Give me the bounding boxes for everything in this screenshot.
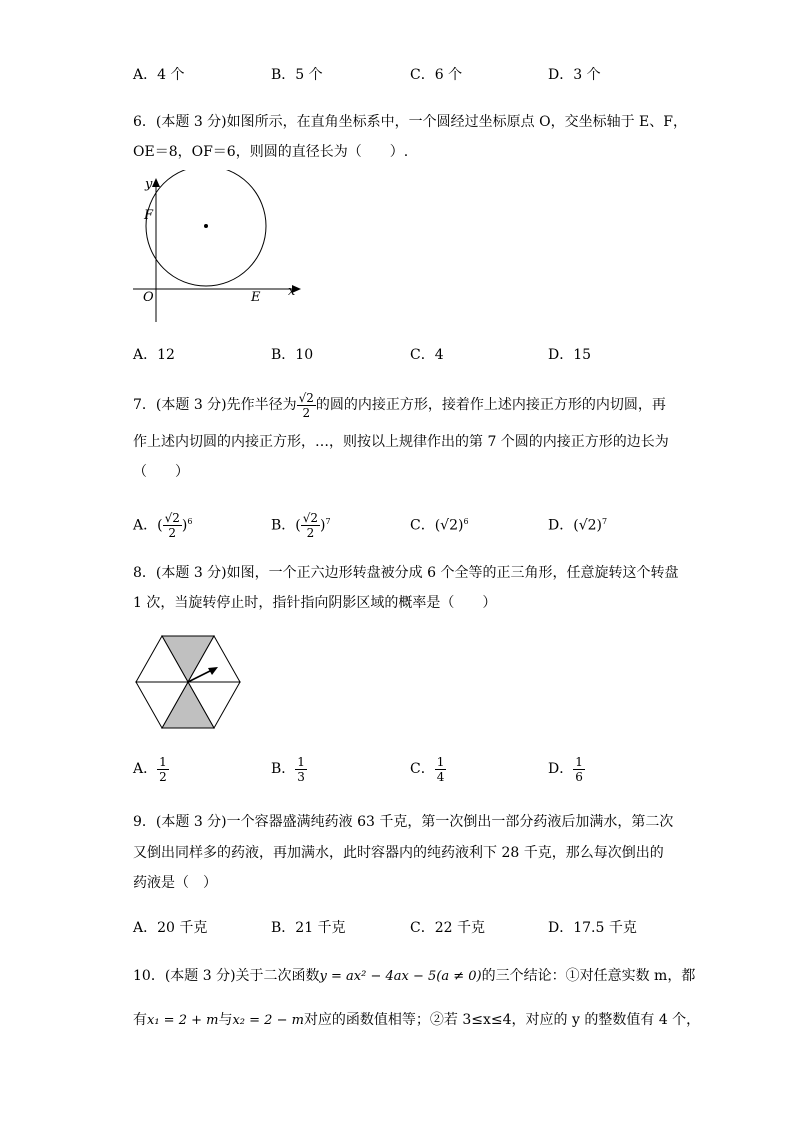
q7-text-line2: 作上述内切圆的内接正方形，…，则按以上规律作出的第 7 个圆的内接正方形的边长为 — [133, 434, 669, 450]
q10-line1-suffix: 的三个结论：①对任意实数 m，都 — [481, 968, 696, 984]
q6-circle-figure — [125, 170, 310, 330]
q10-formula: y = ax² − 4ax − 5(a ≠ 0) — [319, 969, 482, 984]
q8-option-c-num: 1 — [436, 754, 445, 769]
q10-text-line1 — [133, 966, 695, 987]
q8-option-d-label: D． — [548, 761, 574, 777]
q8-option-a — [133, 752, 169, 786]
q7-line1-prefix: 7．(本题 3 分)先作半径为 — [133, 397, 297, 413]
q8-hexagon-spinner — [130, 630, 245, 735]
label-f: F — [144, 208, 154, 223]
q7-radius-fraction — [297, 391, 316, 420]
q7-option-a-fraction — [163, 511, 182, 540]
q7-option-a-exp: 6 — [187, 517, 193, 526]
q7-option-a-den: 2 — [168, 526, 177, 541]
q8-option-b-num: 1 — [297, 754, 305, 769]
q6-option-c: C．4 — [410, 347, 444, 363]
q7-option-b-exp: 7 — [325, 517, 331, 526]
q10-x2-formula: x₂ = 2 − m — [232, 1013, 304, 1028]
q7-option-b-label: B． — [271, 517, 296, 534]
q7-option-a-label: A． — [133, 517, 158, 534]
q7-option-d-exp: 7 — [602, 517, 608, 526]
q10-text-line2 — [133, 1010, 700, 1031]
q5-option-b: B．5 个 — [271, 67, 323, 83]
circle-center-dot — [204, 224, 208, 228]
q7-option-a-num: √2 — [164, 511, 180, 526]
q8-option-a-num: 1 — [159, 754, 167, 769]
q9-text-line2: 又倒出同样多的药液，再加满水，此时容器内的纯药液利下 28 千克，那么每次倒出的 — [133, 845, 664, 861]
q8-text-line2: 1 次，当旋转停止时，指针指向阴影区域的概率是（ ） — [133, 595, 497, 611]
q9-text-line3: 药液是（ ） — [133, 875, 217, 891]
q9-option-b: B．21 千克 — [271, 920, 346, 936]
q7-option-b-den: 2 — [306, 526, 315, 541]
q7-option-c — [410, 512, 469, 536]
q8-option-c-label: C． — [410, 761, 435, 777]
q7-option-c-label: C． — [410, 517, 435, 534]
q10-line2-connector: 与 — [218, 1012, 233, 1028]
q9-option-c: C．22 千克 — [410, 920, 485, 936]
q9-option-a: A．20 千克 — [133, 920, 208, 936]
q7-option-b-num: √2 — [302, 511, 319, 526]
label-y: y — [145, 177, 153, 192]
q8-option-b — [271, 752, 307, 786]
q9-option-d: D．17.5 千克 — [548, 920, 637, 936]
y-axis-arrow-icon — [152, 178, 160, 187]
q8-option-b-fraction — [295, 755, 307, 784]
q8-option-b-den: 3 — [297, 769, 305, 784]
q7-option-c-exp: 6 — [463, 517, 469, 526]
q10-x1-formula: x₁ = 2 + m — [147, 1013, 219, 1028]
q8-option-a-den: 2 — [159, 769, 167, 784]
q7-option-b-fraction — [301, 511, 320, 540]
q7-option-d-label: D． — [548, 517, 574, 534]
q6-option-b: B．10 — [271, 347, 314, 363]
q8-option-d — [548, 752, 585, 786]
q8-option-a-fraction — [157, 755, 169, 784]
q8-option-b-label: B． — [271, 761, 296, 777]
q5-option-d: D．3 个 — [548, 67, 601, 83]
q10-line2-suffix: 对应的函数值相等；②若 3≤x≤4，对应的 y 的整数值有 4 个， — [303, 1012, 701, 1028]
q7-text-line1 — [133, 388, 666, 422]
q7-option-d-base: (√2) — [573, 517, 602, 534]
q8-option-a-label: A． — [133, 761, 158, 777]
q7-option-a: A．( $\frac{√2}{2}$ )$^6$ — [133, 511, 193, 541]
q7-radius-num: √2 — [298, 390, 314, 405]
q6-option-d: D．15 — [548, 347, 592, 363]
q7-line1-suffix: 的圆的内接正方形，接着作上述内接正方形的内切圆，再 — [315, 397, 666, 413]
q8-option-c-fraction — [435, 755, 447, 784]
label-e: E — [251, 290, 261, 305]
q7-option-b: B．( $\frac{√2}{2}$ )$^7$ — [271, 511, 331, 541]
q7-radius-den: 2 — [302, 405, 311, 420]
q8-option-d-num: 1 — [575, 754, 583, 769]
q7-text-line3: （ ） — [133, 464, 189, 480]
q10-line2-prefix: 有 — [133, 1012, 147, 1028]
q8-option-d-den: 6 — [575, 769, 583, 784]
q5-option-a: A．4 个 — [133, 67, 185, 83]
label-x: x — [288, 284, 296, 299]
q8-option-c-den: 4 — [436, 769, 445, 784]
q8-text-line1: 8．(本题 3 分)如图，一个正六边形转盘被分成 6 个全等的正三角形，任意旋转这个转盘 — [133, 565, 679, 581]
q6-text-line1: 6．(本题 3 分)如图所示，在直角坐标系中，一个圆经过坐标原点 O，交坐标轴于 E、F， — [133, 114, 687, 130]
q7-option-c-base: (√2) — [434, 517, 464, 534]
q5-option-c: C．6 个 — [410, 67, 463, 83]
q8-option-d-fraction — [573, 755, 585, 784]
q6-text-line2: OE＝8，OF＝6，则圆的直径长为（ ）. — [133, 144, 409, 160]
q9-text-line1: 9．(本题 3 分)一个容器盛满纯药液 63 千克，第一次倒出一部分药液后加满水，第二次 — [133, 814, 674, 830]
q8-option-c — [410, 752, 446, 786]
q7-option-d — [548, 512, 607, 536]
q10-line1-prefix: 10．(本题 3 分)关于二次函数 — [133, 968, 320, 984]
label-o: O — [143, 290, 154, 305]
q6-option-a: A．12 — [133, 347, 175, 363]
